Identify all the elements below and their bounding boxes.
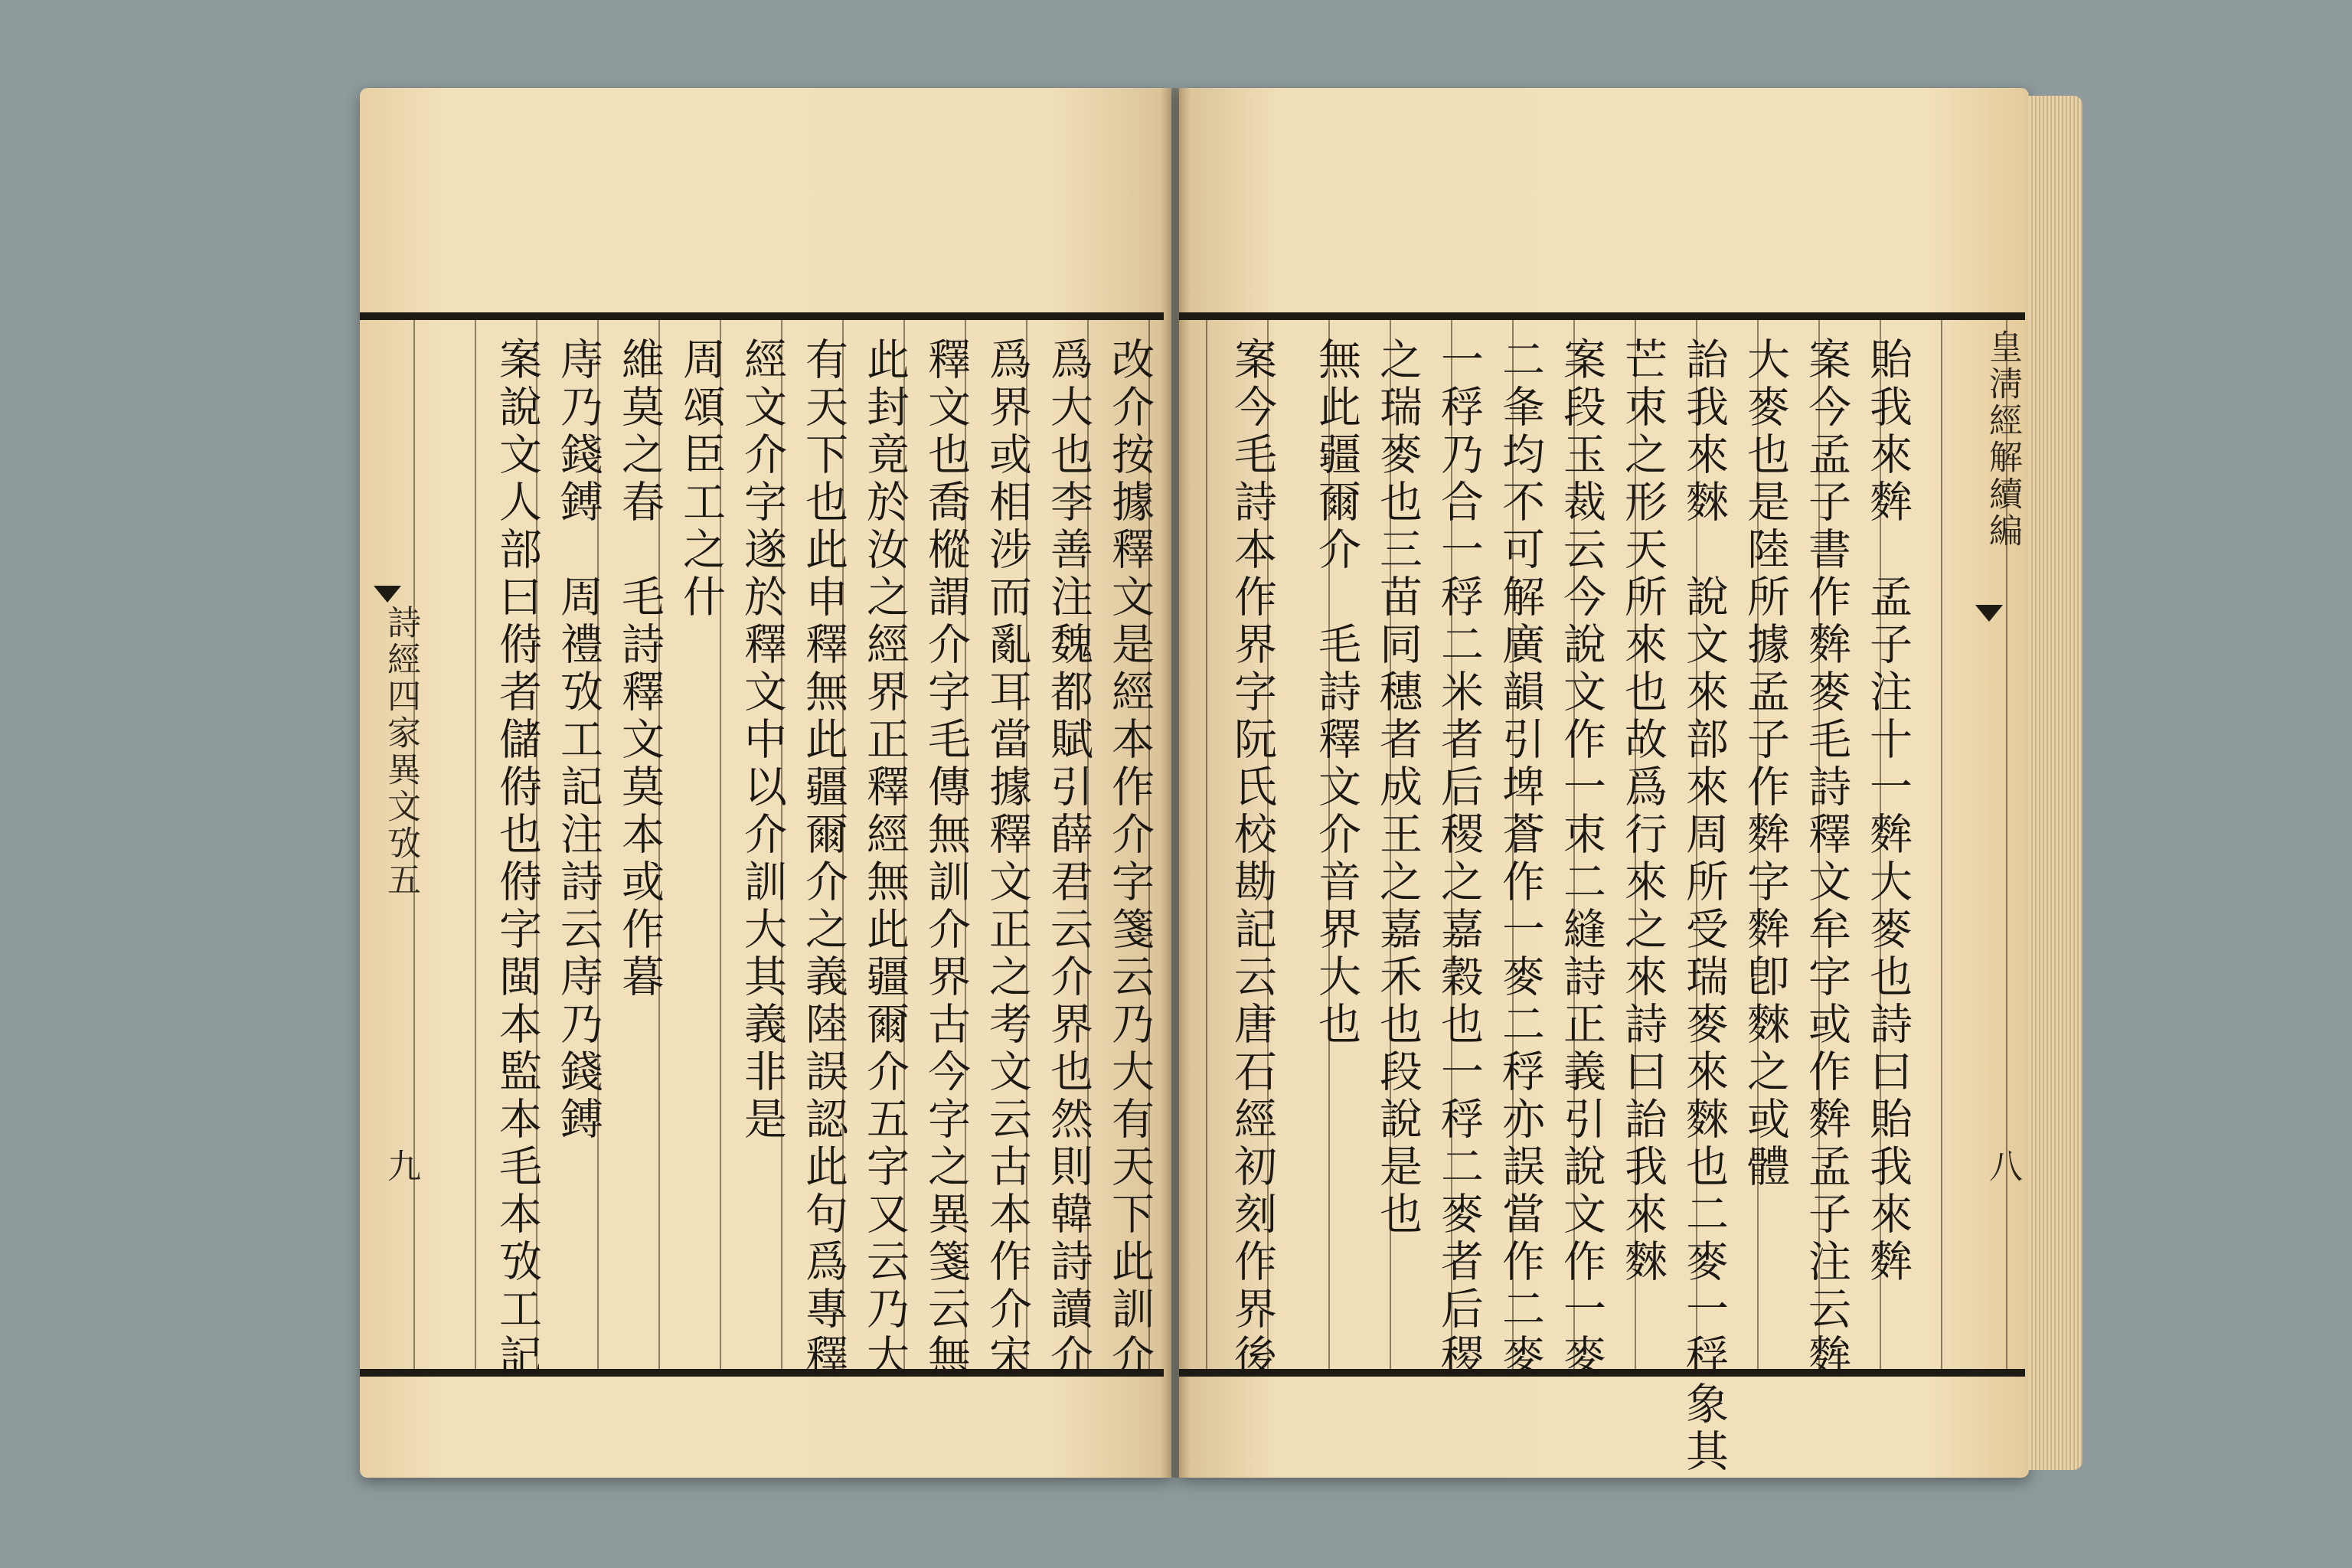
text-column: 案今毛詩本作界字阮氏校勘記云唐石經初刻作界後 (1227, 337, 1277, 1381)
text-column: 維莫之春 毛詩釋文莫本或作暮 (615, 337, 665, 1001)
column-rule (1206, 320, 1207, 1369)
text-column: 經文介字遂於釋文中以介訓大其義非是 (737, 337, 787, 1144)
fishtail-marker (374, 586, 401, 603)
text-column: 改介按據釋文是經本作介字箋云乃大有天下此訓介 (1105, 337, 1155, 1381)
text-column: 二夆均不可解廣韻引埤蒼作一麥二稃亦誤當作二麥 (1495, 337, 1545, 1381)
text-column: 案說文人部曰偫者儲偫也偫字閩本監本毛本攷工記 (492, 337, 542, 1381)
text-column: 此封竟於汝之經界正釋經無此疆爾介五字又云乃大 (860, 337, 910, 1381)
text-column: 周頌臣工之什 (676, 337, 726, 622)
text-column: 釋文也喬樅謂介字毛傳無訓介界古今字之異箋云無 (921, 337, 971, 1381)
text-column: 案段玉裁云今說文作一朿二縫詩正義引說文作一麥 (1557, 337, 1606, 1381)
right-page-number: 八 (1983, 1148, 2022, 1185)
text-column: 一稃乃合一稃二米者后稷之嘉穀也一稃二麥者后稷 (1434, 337, 1484, 1381)
left-page-header: 詩經四家異文攷五 (381, 605, 420, 899)
text-column: 無此疆爾介 毛詩釋文介音界大也 (1312, 337, 1361, 1049)
text-column: 爲大也李善注魏都賦引薛君云介界也然則韓詩讀介 (1044, 337, 1093, 1381)
fishtail-marker (1975, 605, 2003, 622)
text-column: 案今孟子書作麰麥毛詩釋文牟字或作麰孟子注云麰 (1802, 337, 1851, 1381)
text-column: 詒我來麳 說文來部來周所受瑞麥來麳也二麥一稃象其 (1679, 337, 1729, 1476)
text-column: 芒朿之形天所來也故爲行來之來詩曰詒我來麳 (1618, 337, 1668, 1286)
text-column: 爲界或相涉而亂耳當據釋文正之考文云古本作介宋 (982, 337, 1032, 1381)
text-column: 庤乃錢鎛 周禮攷工記注詩云庤乃錢鎛 (554, 337, 603, 1144)
column-rule (475, 320, 476, 1369)
left-page-number: 九 (381, 1148, 420, 1185)
column-rule (1941, 320, 1942, 1369)
right-page-header: 皇淸經解續編 (1983, 329, 2022, 550)
text-column: 有天下也此申釋無此疆爾介之義陸誤認此句爲專釋 (799, 337, 848, 1381)
text-column: 貽我來麰 孟子注十一麰大麥也詩曰貽我來麰 (1863, 337, 1913, 1286)
text-column: 之瑞麥也三苗同穗者成王之嘉禾也段說是也 (1373, 337, 1423, 1239)
page-edges (2029, 96, 2082, 1470)
text-column: 大麥也是陸所據孟子作麰字麰卽麳之或體 (1740, 337, 1790, 1191)
